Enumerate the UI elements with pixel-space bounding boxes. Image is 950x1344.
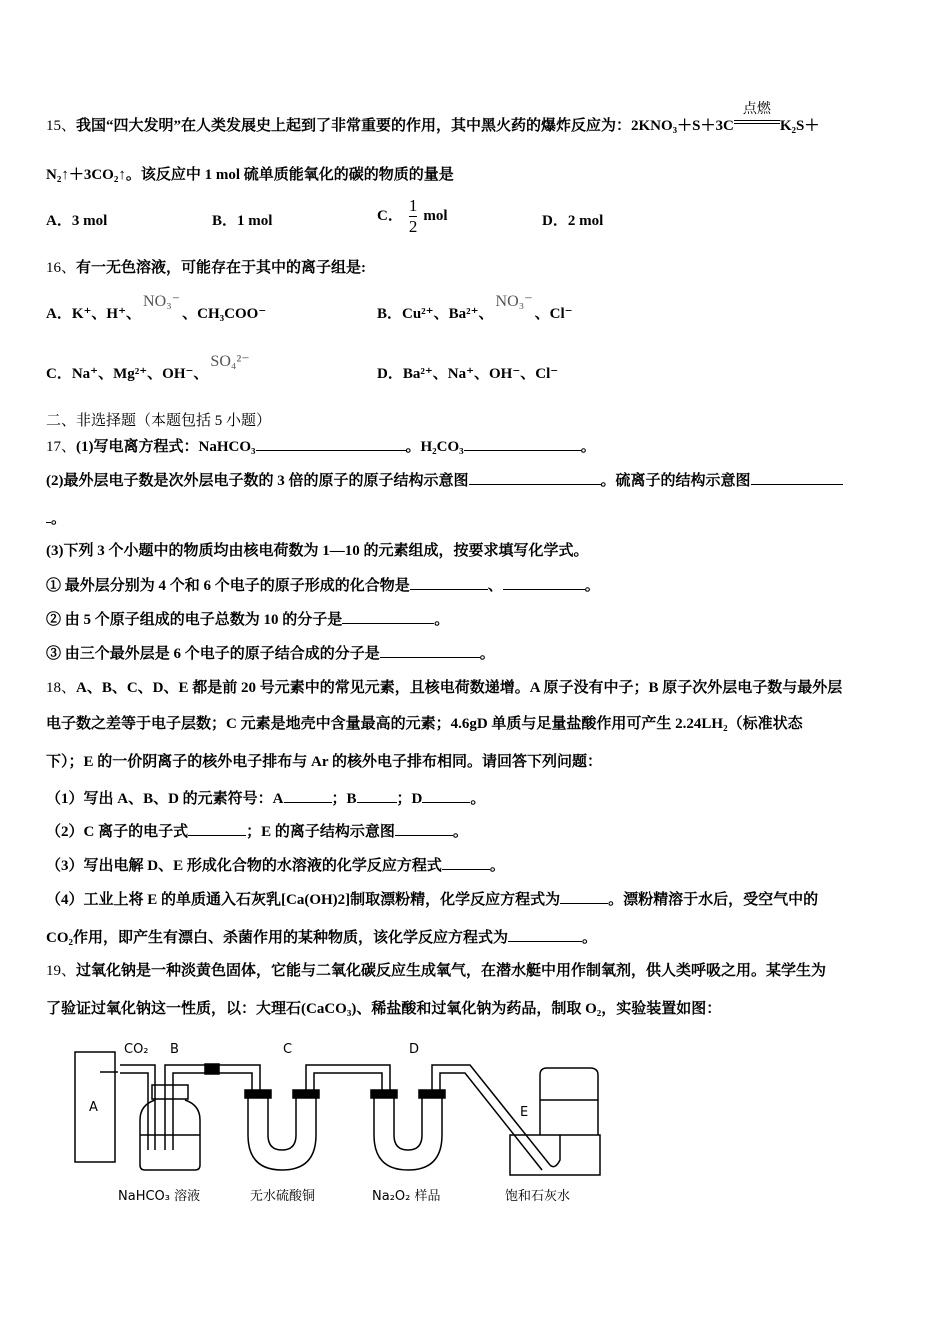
answer-blank[interactable] <box>380 643 480 658</box>
label-na2o2-sample: Na₂O₂ 样品 <box>372 1189 441 1204</box>
q18-text: 。 <box>582 930 598 946</box>
q17-text: 、 <box>487 578 503 594</box>
apparatus-diagram <box>70 1040 610 1210</box>
fraction <box>409 197 418 236</box>
q15-option-b[interactable]: B．1 mol <box>212 213 273 229</box>
label-a: A <box>89 1100 98 1115</box>
q17-text: 。 <box>580 439 596 455</box>
answer-blank[interactable] <box>342 609 434 624</box>
answer-blank[interactable] <box>751 470 843 485</box>
q15-line2: N₂↑＋3CO₂↑。该反应中 1 mol 硫单质能氧化的碳的物质的量是 <box>46 167 454 183</box>
trough <box>510 1135 600 1175</box>
option-text: C．Na⁺、Mg²⁺、OH⁻、 <box>46 366 209 382</box>
label-c: C <box>283 1042 293 1057</box>
answer-blank[interactable] <box>469 470 601 485</box>
q16-option-d[interactable]: D．Ba²⁺、Na⁺、OH⁻、Cl⁻ <box>377 366 559 382</box>
q15-line1 <box>46 102 820 136</box>
q17-text: ② 由 5 个原子组成的电子总数为 10 的分子是 <box>46 612 343 628</box>
q18-text: ；D <box>396 791 423 807</box>
q17-text: 。 <box>434 612 450 628</box>
sulfate-ion: SO₄²⁻ <box>210 353 250 370</box>
q17-part1 <box>46 436 596 457</box>
question-number: 17、 <box>46 439 77 455</box>
question-number: 19、 <box>46 963 77 979</box>
q17-text: 。 <box>479 646 495 662</box>
answer-blank[interactable] <box>357 788 397 803</box>
q18-text: 。 <box>452 824 468 840</box>
answer-blank[interactable] <box>503 575 585 590</box>
option-text: 、CH₃COO⁻ <box>182 306 267 322</box>
q18-text: （3）写出电解 D、E 形成化合物的水溶液的化学反应方程式 <box>46 858 442 874</box>
q17-text: 。 <box>584 578 600 594</box>
answer-blank[interactable] <box>188 821 246 836</box>
inlet-tube <box>120 1065 155 1150</box>
option-text: 、Cl⁻ <box>534 306 573 322</box>
numerator: 1 <box>408 196 418 215</box>
option-text: A．K⁺、H⁺、 <box>46 306 142 322</box>
q18-sub4 <box>46 889 818 910</box>
q16-option-a[interactable] <box>46 293 267 324</box>
q16-stem <box>46 258 366 278</box>
option-text: B．Cu²⁺、Ba²⁺、 <box>377 306 494 322</box>
label-d: D <box>409 1042 420 1057</box>
q16-option-b[interactable] <box>377 293 573 324</box>
q18-text: 。 <box>470 791 486 807</box>
gas-collection-bottle <box>540 1068 598 1135</box>
condition-label: 点燃 <box>742 102 771 117</box>
q18-text: 。 <box>489 858 505 874</box>
q18-text: （2）C 离子的电子式 <box>46 824 189 840</box>
question-number: 15、 <box>46 118 77 134</box>
answer-blank[interactable] <box>422 788 470 803</box>
question-number: 16、 <box>46 260 77 276</box>
option-c-unit: mol <box>423 207 448 224</box>
q15-text: 我国“四大发明”在人类发展史上起到了非常重要的作用，其中黑火药的爆炸反应为：2KNO₃＋S＋3C <box>76 118 734 134</box>
answer-blank[interactable] <box>442 855 490 870</box>
q15-text-cont: K₂S＋ <box>779 118 820 134</box>
label-anhydrous-cuso4: 无水硫酸铜 <box>250 1189 316 1204</box>
label-limewater: 饱和石灰水 <box>505 1189 571 1204</box>
q17-text: ③ 由三个最外层是 6 个电子的原子结合成的分子是 <box>46 646 380 662</box>
q18-text: ；B <box>331 791 357 807</box>
q17-part2-cont <box>46 508 66 529</box>
q19-line2: 了验证过氧化钠这一性质，以：大理石(CaCO₃)、稀盐酸和过氧化钠为药品，制取 O₂，实验装置如图： <box>46 1001 722 1017</box>
answer-blank[interactable] <box>464 436 581 451</box>
q18-line2: 电子数之差等于电子层数；C 元素是地壳中含量最高的元素；4.6gD 单质与足量盐酸作用可产生 2.24LH₂（标准状态 <box>46 716 803 732</box>
q15-option-c[interactable] <box>377 197 448 236</box>
q17-part2 <box>46 470 843 491</box>
q17-text: (1)写电离方程式：NaHCO₃ <box>76 439 256 455</box>
q18-text: 。漂粉精溶于水后，受空气中的 <box>608 892 819 908</box>
q17-text: 。 <box>51 511 67 527</box>
q17-sub1 <box>46 575 600 596</box>
q18-line3: 下）；E 的一价阴离子的核外电子排布与 Ar 的核外电子排布相同。请回答下列问题： <box>46 754 602 770</box>
q15-option-d[interactable]: D．2 mol <box>542 213 604 229</box>
answer-blank[interactable] <box>395 821 453 836</box>
u-tube-d <box>374 1095 442 1170</box>
q18-line1 <box>46 678 842 698</box>
equals-sign <box>734 120 780 124</box>
label-e: E <box>520 1105 529 1120</box>
label-nahco3-solution: NaHCO₃ 溶液 <box>118 1189 201 1204</box>
answer-blank[interactable] <box>256 436 406 451</box>
q17-part3: (3)下列 3 个小题中的物质均由核电荷数为 1—10 的元素组成，按要求填写化学式。 <box>46 543 589 559</box>
q18-sub2 <box>46 821 468 842</box>
q19-line1 <box>46 961 826 981</box>
q18-text: （1）写出 A、B、D 的元素符号：A <box>46 791 284 807</box>
q16-text: 有一无色溶液，可能存在于其中的离子组是: <box>76 260 367 276</box>
denominator: 2 <box>408 217 418 236</box>
answer-blank[interactable] <box>410 575 488 590</box>
delivery-tube <box>432 1065 560 1170</box>
question-number: 18、 <box>46 680 77 696</box>
q19-text: 过氧化钠是一种淡黄色固体，它能与二氧化碳反应生成氧气，在潜水艇中用作制氧剂，供人类呼吸之用。某学生为 <box>76 963 827 979</box>
label-co2: CO₂ <box>124 1042 149 1057</box>
label-b: B <box>170 1042 179 1057</box>
answer-blank[interactable] <box>508 927 582 942</box>
q18-sub1 <box>46 788 485 809</box>
q16-option-c[interactable] <box>46 353 252 384</box>
q17-text: 。H₂CO₃ <box>405 439 464 455</box>
q18-text: ；E 的离子结构示意图 <box>246 824 395 840</box>
q18-sub4-cont <box>46 927 597 948</box>
q17-sub3 <box>46 643 495 664</box>
nitrate-ion: NO₃⁻ <box>495 293 533 310</box>
q17-text: 。硫离子的结构示意图 <box>600 473 751 489</box>
q18-text: A、B、C、D、E 都是前 20 号元素中的常见元素，且核电荷数递增。A 原子没有中子；B 原子次外层电子数与最外层 <box>76 680 843 696</box>
q17-sub2 <box>46 609 449 630</box>
connect-tube-cd <box>306 1065 390 1090</box>
answer-blank[interactable] <box>560 889 608 904</box>
q18-text: （4）工业上将 E 的单质通入石灰乳[Ca(OH)2]制取漂粉精，化学反应方程式为 <box>46 892 561 908</box>
q15-option-a[interactable]: A．3 mol <box>46 213 108 229</box>
answer-blank[interactable] <box>284 788 332 803</box>
nitrate-ion: NO₃⁻ <box>143 293 181 310</box>
section-heading: 二、非选择题（本题包括 5 小题） <box>46 413 272 429</box>
q17-text: ① 最外层分别为 4 个和 6 个电子的原子形成的化合物是 <box>46 578 410 594</box>
option-c-label: C． <box>377 207 403 224</box>
reaction-condition <box>734 102 780 124</box>
u-tube-c <box>248 1095 316 1170</box>
connect-tube-bc <box>165 1065 260 1150</box>
q18-text: CO₂作用，即产生有漂白、杀菌作用的某种物质，该化学反应方程式为 <box>46 930 509 946</box>
q17-text: (2)最外层电子数是次外层电子数的 3 倍的原子的原子结构示意图 <box>46 473 469 489</box>
q18-sub3 <box>46 855 505 876</box>
stopper <box>152 1085 188 1099</box>
